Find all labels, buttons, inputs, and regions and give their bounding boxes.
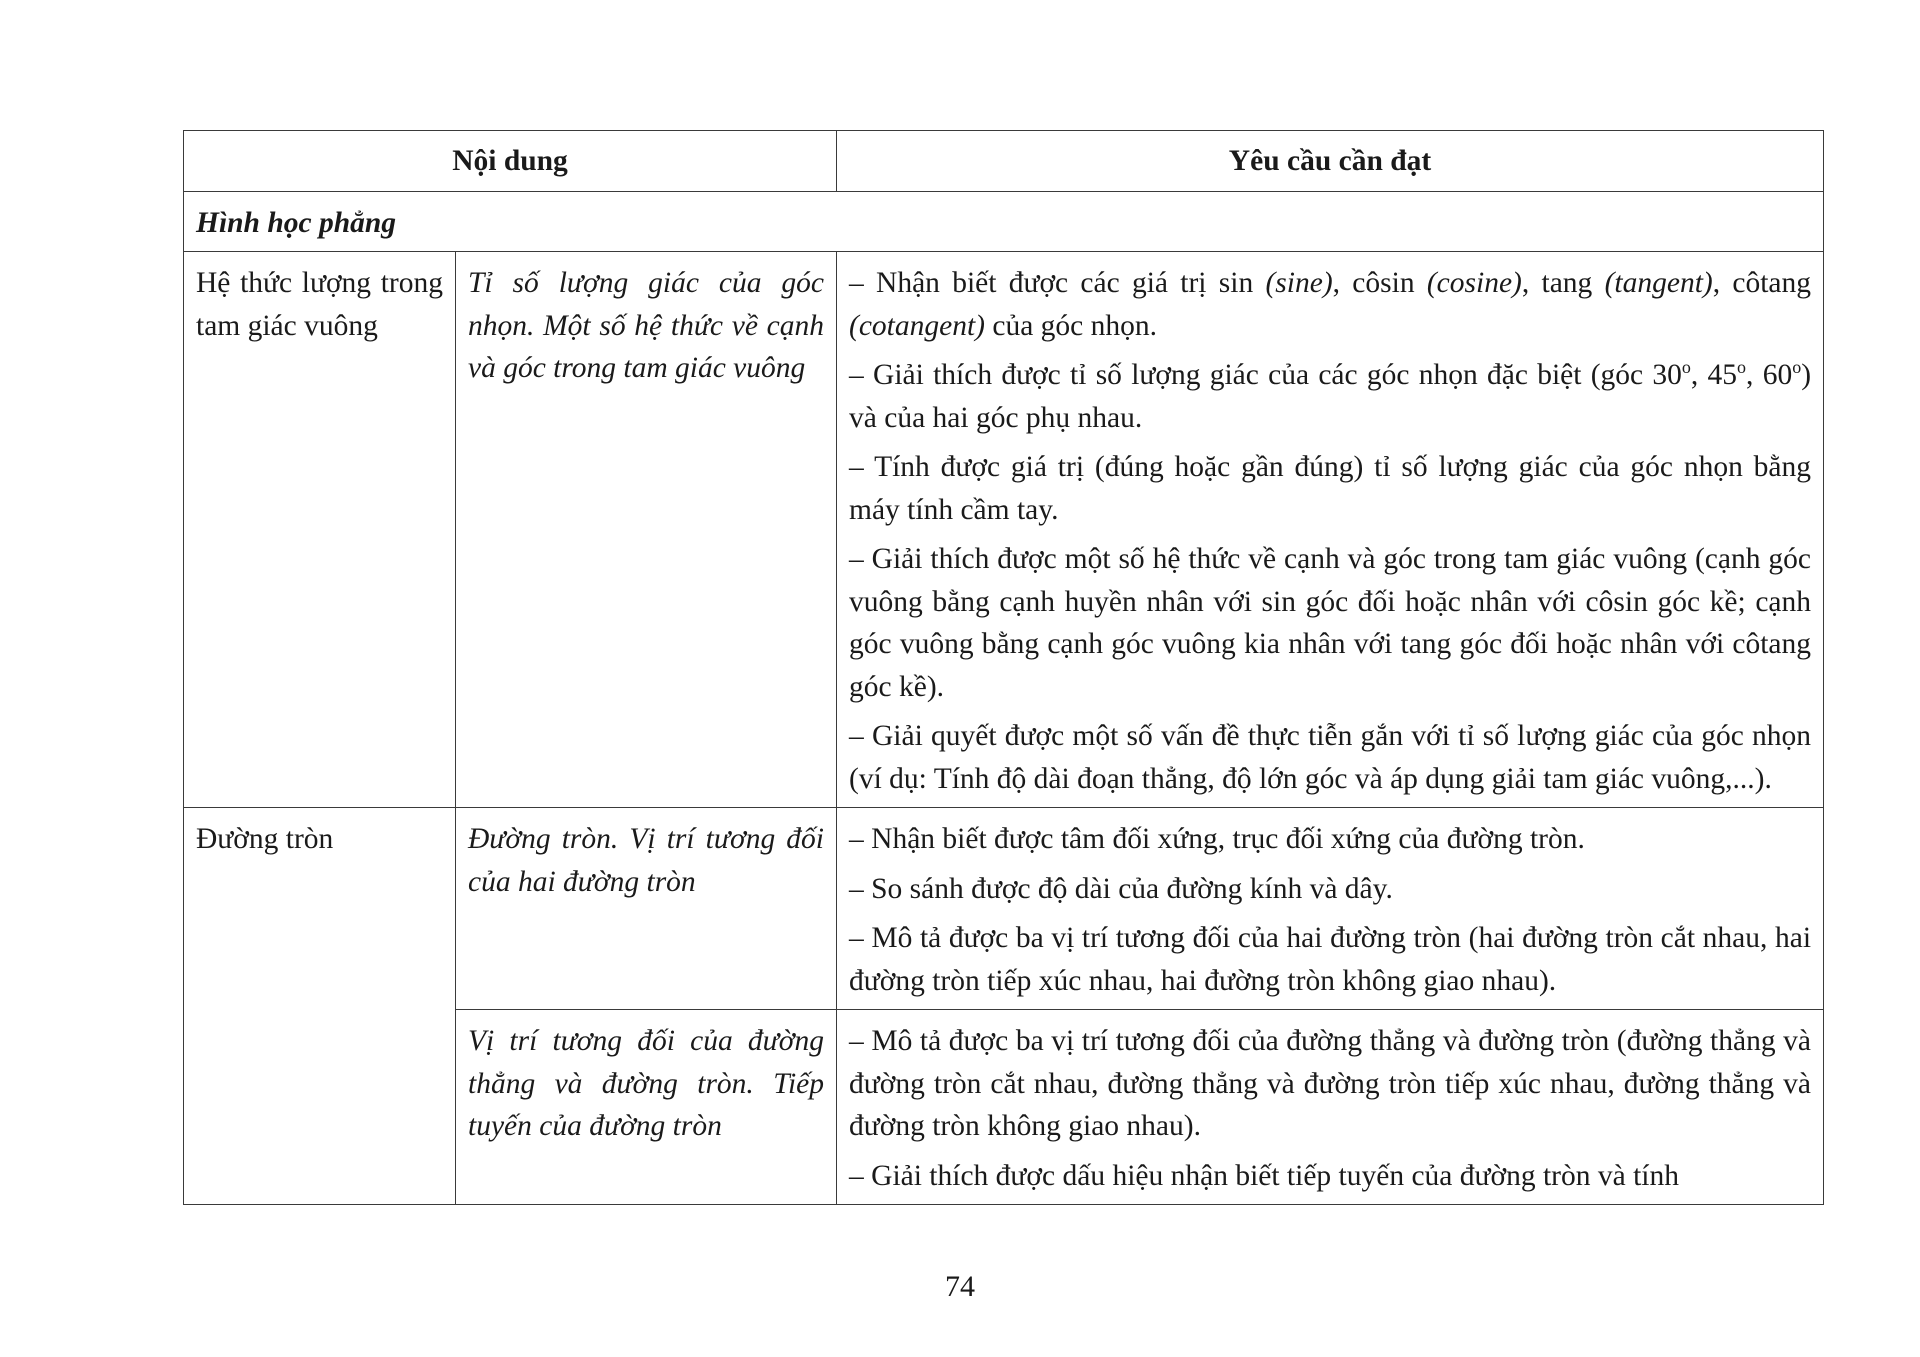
table-header-row xyxy=(184,131,1824,192)
requirement-item: – Nhận biết được các giá trị sin (sine), côsin (cosine), tang (tangent), côtang (cotangent) của góc nhọn. xyxy=(849,267,1812,342)
table-row xyxy=(184,252,1824,808)
requirement-item: – Giải thích được dấu hiệu nhận biết tiếp tuyến của đường tròn và tính xyxy=(849,1159,1679,1192)
content-cell: Tỉ số lượng giác của góc nhọn. Một số hệ thức về cạnh và góc trong tam giác vuông xyxy=(456,252,837,808)
requirement-item: – Giải quyết được một số vấn đề thực tiễn gắn với tỉ số lượng giác của góc nhọn (ví dụ: Tính độ dài đoạn thẳng, độ lớn góc và áp dụng giải tam giác vuông,...). xyxy=(849,720,1812,795)
requirement-item: – Tính được giá trị (đúng hoặc gần đúng) tỉ số lượng giác của góc nhọn bằng máy tính cầm tay. xyxy=(849,451,1812,526)
table-row xyxy=(184,808,1824,1010)
section-title: Hình học phẳng xyxy=(184,191,1824,252)
page-number: 74 xyxy=(945,1270,975,1303)
requirement-item: – Mô tả được ba vị trí tương đối của hai đường tròn (hai đường tròn cắt nhau, hai đường tròn tiếp xúc nhau, hai đường tròn không giao nhau). xyxy=(849,922,1812,997)
requirement-item: – Mô tả được ba vị trí tương đối của đường thẳng và đường tròn (đường thẳng và đường tròn cắt nhau, đường thẳng và đường tròn tiếp xúc nhau, đường thẳng và đường tròn không giao nhau). xyxy=(849,1025,1812,1142)
requirement-item: – Giải thích được tỉ số lượng giác của các góc nhọn đặc biệt (góc 30$^o$, 45$^o$, 60$^o$) và của hai góc phụ nhau. xyxy=(849,357,1812,434)
topic-cell: Hệ thức lượng trong tam giác vuông xyxy=(184,252,456,808)
curriculum-table xyxy=(183,130,1824,1205)
requirement-item: – So sánh được độ dài của đường kính và dây. xyxy=(849,872,1393,905)
requirement-item: – Giải thích được một số hệ thức về cạnh và góc trong tam giác vuông (cạnh góc vuông bằng cạnh huyền nhân với sin góc đối hoặc nhân với côsin góc kề; cạnh góc vuông bằng cạnh góc vuông kia nhân với tang góc đối hoặc nhân với côtang góc kề). xyxy=(849,543,1812,703)
header-requirements: Yêu cầu cần đạt xyxy=(837,131,1824,192)
topic-cell: Đường tròn xyxy=(184,808,456,1205)
header-content: Nội dung xyxy=(184,131,837,192)
section-row xyxy=(184,191,1824,252)
content-cell: Đường tròn. Vị trí tương đối của hai đường tròn xyxy=(456,808,837,1010)
requirements-cell xyxy=(837,808,1824,1010)
requirements-cell xyxy=(837,1010,1824,1205)
requirement-item: – Nhận biết được tâm đối xứng, trục đối xứng của đường tròn. xyxy=(849,823,1585,855)
content-cell: Vị trí tương đối của đường thẳng và đường tròn. Tiếp tuyến của đường tròn xyxy=(456,1010,837,1205)
requirements-cell xyxy=(837,252,1824,808)
